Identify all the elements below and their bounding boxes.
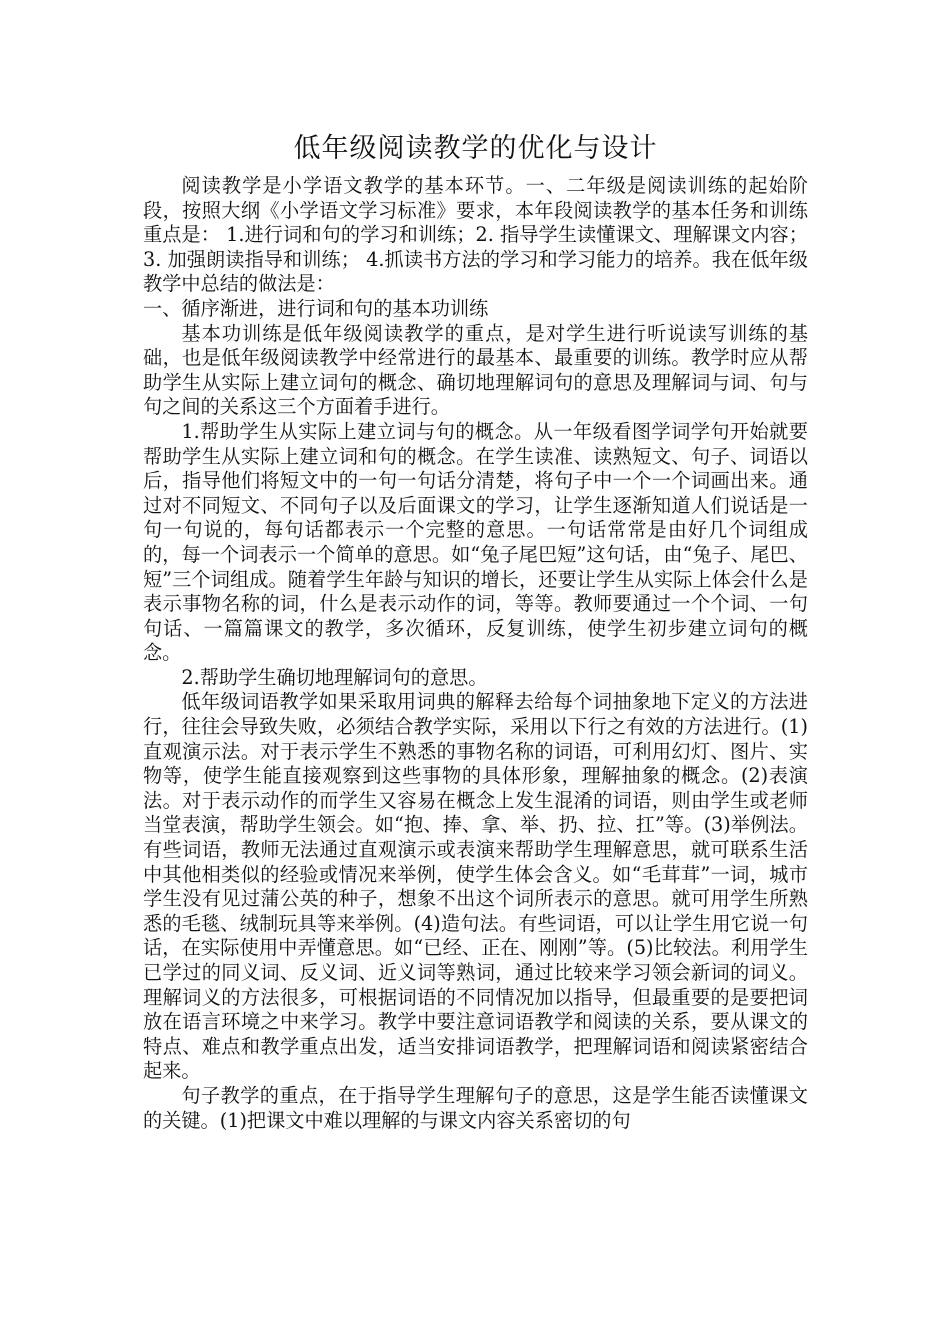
document-page	[143, 128, 808, 1133]
body-paragraph: 基本功训练是低年级阅读教学的重点，是对学生进行听说读写训练的基础，也是低年级阅读教学中经常进行的最基本、最重要的训练。教学时应从帮助学生从实际上建立词句的概念、确切地理解词句的意思及理解词与词、句与句之间的关系这三个方面着手进行。	[143, 321, 808, 419]
document-title: 低年级阅读教学的优化与设计	[293, 133, 658, 164]
body-paragraph: 1.帮助学生从实际上建立词与句的概念。从一年级看图学词学句开始就要帮助学生从实际上建立词和句的概念。在学生读准、读熟短文、句子、词语以后，指导他们将短文中的一句一句话分清楚，将句子中一个一个词画出来。通过对不同短文、不同句子以及后面课文的学习，让学生逐渐知道人们说话是一句一句说的，每句话都表示一个完整的意思。一句话常常是由好几个词组成的，每一个词表示一个简单的意思。如“兔子尾巴短”这句话，由“兔子、尾巴、短”三个词组成。随着学生年龄与知识的增长，还要让学生从实际上体会什么是表示事物名称的词，什么是表示动作的词，等等。教师要通过一个个词、一句句话、一篇篇课文的教学，多次循环，反复训练，使学生初步建立词句的概念。	[143, 419, 808, 665]
section-heading-1: 一、循序渐进，进行词和句的基本功训练	[143, 296, 489, 320]
intro-paragraph: 阅读教学是小学语文教学的基本环节。一、二年级是阅读训练的起始阶段，按照大纲《小学语文学习标准》要求，本年段阅读教学的基本任务和训练重点是： 1.进行词和句的学习和训练；2. 指导学生读懂课文、理解课文内容；3. 加强朗读指导和训练； 4.抓读书方法的学习和学习能力的培养。我在低年级教学中总结的做法是：	[143, 174, 808, 296]
body-paragraph: 低年级词语教学如果采取用词典的解释去给每个词抽象地下定义的方法进行，往往会导致失败，必须结合教学实际，采用以下行之有效的方法进行。(1)直观演示法。对于表示学生不熟悉的事物名称的词语，可利用幻灯、图片、实物等，使学生能直接观察到这些事物的具体形象，理解抽象的概念。(2)表演法。对于表示动作的而学生又容易在概念上发生混淆的词语，则由学生或老师当堂表演，帮助学生领会。如“抱、捧、拿、举、扔、拉、扛”等。(3)举例法。有些词语，教师无法通过直观演示或表演来帮助学生理解意思，就可联系生活中其他相类似的经验或情况来举例，使学生体会含义。如“毛茸茸”一词，城市学生没有见过蒲公英的种子，想象不出这个词所表示的意思。就可用学生所熟悉的毛毯、绒制玩具等来举例。(4)造句法。有些词语，可以让学生用它说一句话，在实际使用中弄懂意思。如“已经、正在、刚刚”等。(5)比较法。利用学生已学过的同义词、反义词、近义词等熟词，通过比较来学习领会新词的词义。理解词义的方法很多，可根据词语的不同情况加以指导，但最重要的是要把词放在语言环境之中来学习。教学中要注意词语教学和阅读的关系，要从课文的特点、难点和教学重点出发，适当安排词语教学，把理解词语和阅读紧密结合起来。	[143, 690, 808, 1083]
body-paragraph: 句子教学的重点，在于指导学生理解句子的意思，这是学生能否读懂课文的关键。(1)把课文中难以理解的与课文内容关系密切的句	[143, 1083, 808, 1132]
subheading-paragraph: 2.帮助学生确切地理解词句的意思。	[181, 665, 488, 689]
